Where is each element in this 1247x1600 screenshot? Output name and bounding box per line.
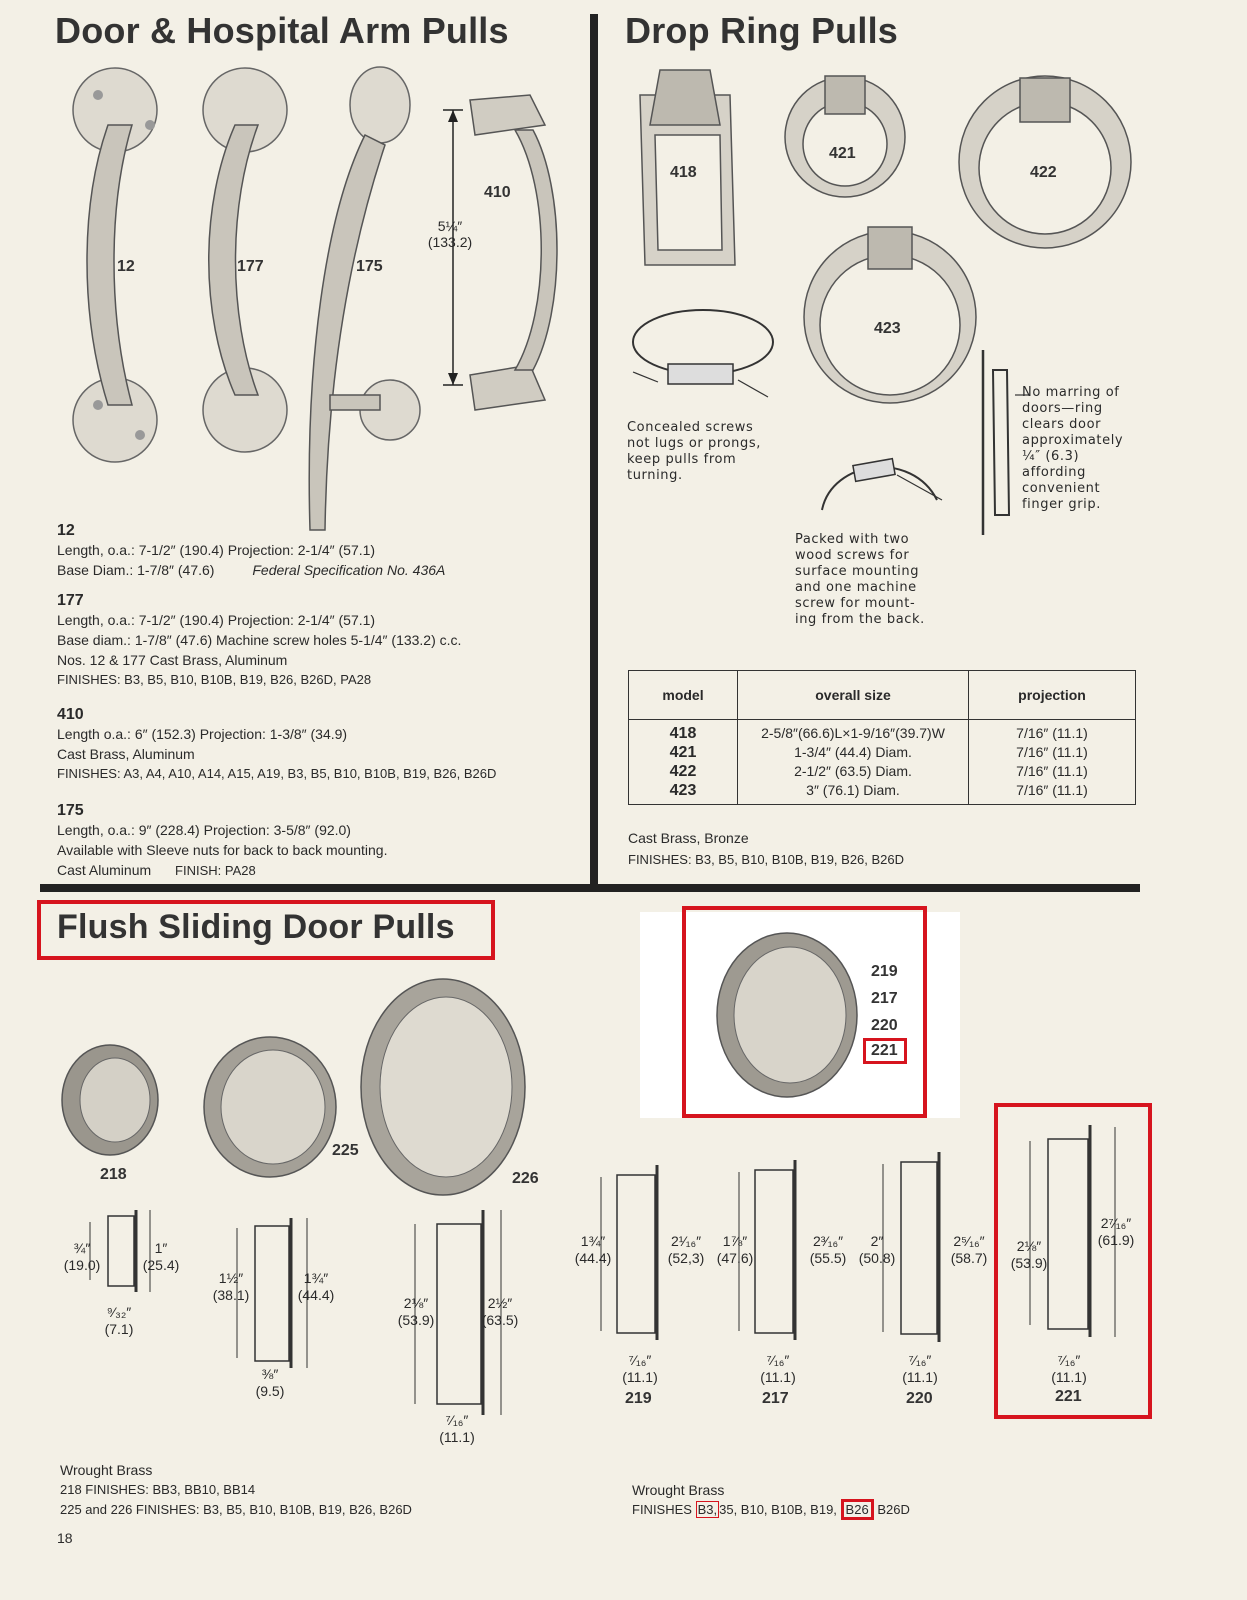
dim-text: (9.5) [255,1383,285,1399]
dim-220-w [892,1352,948,1386]
figure-label-421: 421 [829,145,856,162]
table-cell-sizes [738,720,969,805]
figure-label-423: 423 [874,320,901,337]
dim-text: (58.7) [950,1250,988,1266]
spec-line: Base diam.: 1-7/8″ (47.6) Machine screw holes 5-1/4″ (133.2) c.c. [57,632,462,648]
table-projection: 7/16″ (11.1) [1016,744,1088,760]
dim-text: 2³⁄₁₆″ [812,1233,844,1249]
dim-217-w [750,1352,806,1386]
figure-label-177: 177 [237,258,264,275]
drop-ring-422-illustration [955,72,1135,252]
dim-text: 2⁷⁄₁₆″ [1100,1215,1132,1231]
dim-225-w [245,1366,295,1400]
dim-text: ⅜″ [261,1366,279,1382]
dim-225-h2 [291,1270,341,1304]
note-no-marring [1022,385,1152,513]
table-projection: 7/16″ (11.1) [1016,725,1088,741]
dim-text: (61.9) [1097,1232,1135,1248]
inset-model-217: 217 [871,990,898,1007]
figure-label-410: 410 [484,184,511,201]
note-line: screw for mount- [795,596,916,611]
spec-410 [57,706,587,784]
spec-finishes: FINISHES: B3, B5, B10, B10B, B19, B26, B26D, PA28 [57,672,372,687]
dim-220-h2 [943,1233,995,1267]
dim-text: ⁷⁄₁₆″ [445,1412,469,1428]
dim-text: 2½″ [487,1295,513,1311]
flush-left-finish-225-226: 225 and 226 FINISHES: B3, B5, B10, B10B, B19, B26, B26D [60,1502,412,1517]
dim-text: (53.9) [397,1312,435,1328]
note-line: clears door [1022,417,1102,432]
dim-218-w [95,1304,143,1338]
dim-219-w [612,1352,668,1386]
dim-226-h2 [472,1295,528,1329]
drop-ring-material: Cast Brass, Bronze [628,830,749,846]
note-packed-screws [795,532,945,628]
spec-model-175: 175 [57,802,84,819]
figure-label-422: 422 [1030,164,1057,181]
table-size: 2-5/8″(66.6)L×1-9/16″(39.7)W [761,725,945,741]
dim-text: ⁹⁄₃₂″ [106,1304,132,1320]
spec-line-row [57,860,587,881]
note-line: Packed with two [795,532,910,547]
spec-line: Length, o.a.: 7-1/2″ (190.4) Projection: 2-1/4″ (57.1) [57,542,376,558]
figure-label-418: 418 [670,164,697,181]
dim-text: ⁷⁄₁₆″ [628,1352,652,1368]
dim-text: 2⁵⁄₁₆″ [953,1233,985,1249]
spec-12 [57,522,587,580]
finish-middle: 35, B10, B10B, B19, [719,1502,837,1517]
note-line: and one machine [795,580,917,595]
spec-175 [57,802,587,881]
flush-pull-225-photo [200,1032,340,1182]
profile-label-219: 219 [625,1390,652,1407]
dim-text: (11.1) [760,1369,796,1385]
note-line: Concealed screws [627,420,754,435]
table-header: overall size [738,671,969,720]
dim-225-h1 [206,1270,256,1304]
table-cell-projections [969,720,1136,805]
dim-text: (52,3) [667,1250,705,1266]
note-line: ¼″ (6.3) [1022,449,1080,464]
flush-pull-226-photo [358,975,528,1200]
finish-b26: B26 [841,1499,874,1520]
spec-177 [57,592,587,690]
dim-text: (50.8) [858,1250,896,1266]
spec-line: Length, o.a.: 7-1/2″ (190.4) Projection: 2-1/4″ (57.1) [57,612,376,628]
spec-finish: FINISH: PA28 [175,863,256,878]
dim-text: (63.5) [481,1312,519,1328]
inset-model-220: 220 [871,1017,898,1034]
table-header: projection [969,671,1136,720]
dim-text: 1¾″ [580,1233,606,1249]
dim-220-h1 [855,1233,899,1267]
table-size: 2-1/2″ (63.5) Diam. [794,763,912,779]
dim-219-h1 [568,1233,618,1267]
spec-line: Nos. 12 & 177 Cast Brass, Aluminum [57,652,288,668]
spec-line: Available with Sleeve nuts for back to back mounting. [57,842,388,858]
note-line: No marring of [1022,385,1120,400]
profile-label-220: 220 [906,1390,933,1407]
packed-screws-sketch [812,440,952,520]
table-model: 418 [669,725,697,742]
finish-b3: B3, [697,1502,718,1517]
dim-text: ⁷⁄₁₆″ [908,1352,932,1368]
dim-218-h1 [58,1240,106,1274]
note-line: approximately [1022,433,1124,448]
flush-right-material: Wrought Brass [632,1482,725,1498]
drop-ring-spec-table [628,670,1136,805]
dim-text: 1¾″ [303,1270,329,1286]
inset-model-221: 221 [871,1042,898,1059]
photo-label-226: 226 [512,1170,539,1187]
dim-226-h1 [388,1295,444,1329]
spec-line: Length o.a.: 6″ (152.3) Projection: 1-3/8″ (34.9) [57,726,348,742]
dim-226-w [429,1412,485,1446]
dim-219-h2 [658,1233,714,1267]
note-line: surface mounting [795,564,920,579]
note-line: turning. [627,468,683,483]
table-model: 421 [669,744,697,761]
drop-ring-421-illustration [780,72,910,202]
spec-material: Cast Aluminum [57,862,152,878]
table-model: 422 [669,763,697,780]
note-line: doors—ring [1022,401,1103,416]
note-line: not lugs or prongs, [627,436,761,451]
horizontal-divider [40,884,1140,892]
dim-text: (7.1) [104,1321,134,1337]
spec-line: Base Diam.: 1-7/8″ (47.6) [57,562,215,578]
arm-pull-410-illustration [415,90,560,420]
photo-label-225: 225 [332,1142,359,1159]
inset-model-219: 219 [871,963,898,980]
table-projection: 7/16″ (11.1) [1016,763,1088,779]
table-size: 3″ (76.1) Diam. [806,782,900,798]
table-size: 1-3/4″ (44.4) Diam. [794,744,912,760]
arm-pulls-title: Door & Hospital Arm Pulls [55,10,509,51]
table-cell-models [629,720,738,805]
dim-text: (44.4) [574,1250,612,1266]
dim-text: (55.5) [809,1250,847,1266]
dim-text: (11.1) [902,1369,938,1385]
note-line: affording [1022,465,1086,480]
flush-pull-inset-photo [712,930,862,1100]
spec-line: Length, o.a.: 9″ (228.4) Projection: 3-5/8″ (92.0) [57,822,351,838]
dim-text: (11.1) [622,1369,658,1385]
table-header: model [629,671,738,720]
spec-line-row [57,560,587,580]
note-line: finger grip. [1022,497,1101,512]
federal-spec: Federal Specification No. 436A [252,562,446,578]
note-concealed-screws [627,420,777,484]
dim-text: (38.1) [212,1287,250,1303]
dim-text: ⁷⁄₁₆″ [766,1352,790,1368]
dim-text: ⁷⁄₁₆″ [1057,1352,1081,1368]
vertical-divider [590,14,598,888]
concealed-screws-sketch [628,302,788,412]
profile-label-217: 217 [762,1390,789,1407]
dim-text: 2⅛″ [1016,1238,1042,1254]
flush-left-finish-218: 218 FINISHES: BB3, BB10, BB14 [60,1482,256,1497]
dim-text: (25.4) [142,1257,180,1273]
figure-label-175: 175 [356,258,383,275]
dim-text: (47.6) [716,1250,754,1266]
dim-text: (53.9) [1010,1255,1048,1271]
table-model: 423 [669,782,697,799]
spec-line: Cast Brass, Aluminum [57,746,195,762]
arm-pull-12-illustration [60,65,170,465]
page-number: 18 [57,1530,73,1546]
dim-text: (11.1) [439,1429,475,1445]
note-line: ing from the back. [795,612,925,627]
dim-217-h2 [800,1233,856,1267]
dim-410-inch: 5¼″ [437,218,463,234]
dim-text: 2⅛″ [403,1295,429,1311]
table-projection: 7/16″ (11.1) [1016,782,1088,798]
flush-title: Flush Sliding Door Pulls [57,908,455,946]
dim-218-h2 [137,1240,185,1274]
drop-ring-finishes: FINISHES: B3, B5, B10, B10B, B19, B26, B26D [628,852,905,867]
photo-label-218: 218 [100,1166,127,1183]
dim-text: 1⅞″ [722,1233,748,1249]
dim-text: 2″ [870,1233,884,1249]
dim-217-h1 [713,1233,757,1267]
dim-text: (44.4) [297,1287,335,1303]
table-header-row [629,671,1136,720]
spec-model-410: 410 [57,706,84,723]
profile-label-221: 221 [1055,1388,1082,1405]
dim-410-mm: (133.2) [427,234,473,250]
dim-221-h1 [1003,1238,1055,1272]
spec-model-177: 177 [57,592,84,609]
drop-ring-title: Drop Ring Pulls [625,10,898,51]
finish-prefix: FINISHES [632,1502,692,1517]
dim-221-h2 [1090,1215,1142,1249]
flush-pull-218-photo [55,1042,160,1162]
note-line: convenient [1022,481,1101,496]
note-line: keep pulls from [627,452,737,467]
note-line: wood screws for [795,548,910,563]
dim-text: 2¹⁄₁₆″ [670,1233,702,1249]
dim-text: (11.1) [1051,1369,1087,1385]
dim-text: (19.0) [63,1257,101,1273]
spec-model-12: 12 [57,522,75,539]
arm-pull-175-illustration [285,65,425,545]
table-row [629,720,1136,805]
dim-text: 1″ [154,1240,168,1256]
figure-label-12: 12 [117,258,135,275]
finish-b26d: B26D [877,1502,910,1517]
dim-text: 1½″ [218,1270,244,1286]
drop-ring-423-illustration [800,225,980,405]
flush-left-material: Wrought Brass [60,1462,153,1478]
dim-221-w [1041,1352,1097,1386]
flush-right-finishes [632,1500,910,1520]
spec-finishes: FINISHES: A3, A4, A10, A14, A15, A19, B3, B5, B10, B10B, B19, B26, B26D [57,766,497,781]
dim-text: ¾″ [73,1240,91,1256]
